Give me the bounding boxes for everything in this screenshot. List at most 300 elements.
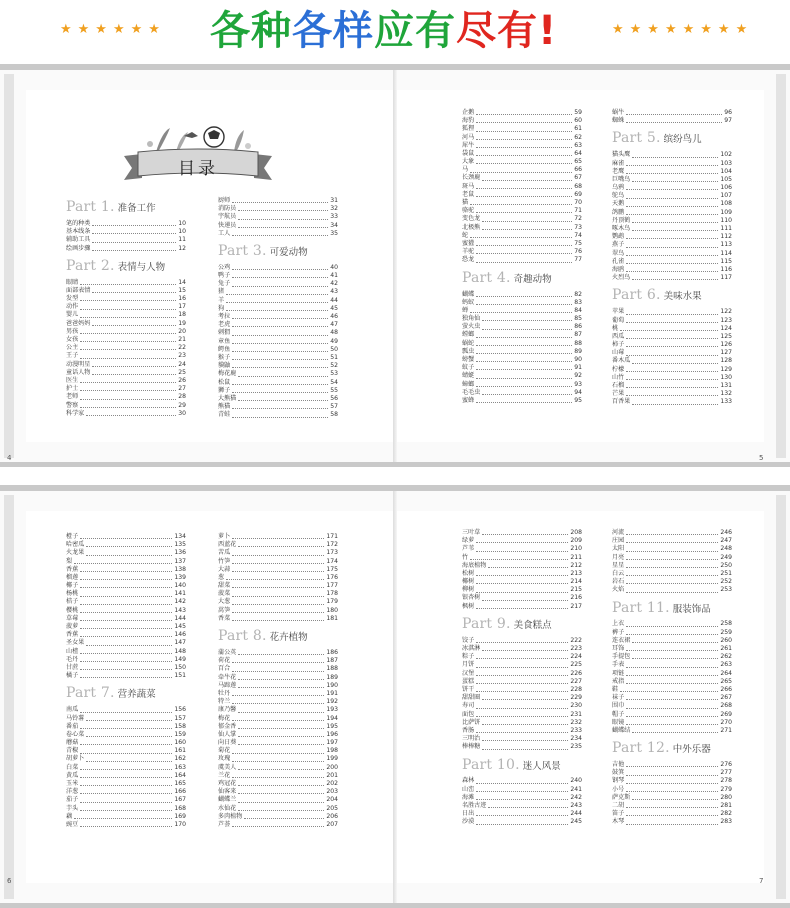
toc-entry[interactable] — [612, 702, 732, 710]
toc-entry[interactable] — [218, 541, 338, 549]
toc-entry[interactable] — [66, 731, 186, 739]
toc-entry[interactable] — [66, 821, 186, 829]
entry-page: 145 — [174, 623, 186, 631]
entry-name: 马 — [462, 166, 469, 174]
toc-entry[interactable] — [462, 340, 582, 348]
toc-entry[interactable] — [612, 333, 732, 341]
toc-entry[interactable] — [218, 379, 338, 387]
toc-entry[interactable] — [462, 727, 582, 735]
toc-entry[interactable] — [612, 562, 732, 570]
toc-entry[interactable] — [218, 657, 338, 665]
entry-page: 223 — [570, 645, 582, 653]
entry-page: 109 — [720, 208, 732, 216]
leader-dots — [626, 206, 718, 207]
toc-entry[interactable] — [66, 279, 186, 287]
toc-entry[interactable] — [612, 241, 732, 249]
toc-entry[interactable] — [218, 362, 338, 370]
entry-page: 44 — [330, 296, 338, 304]
toc-entry[interactable] — [462, 323, 582, 331]
toc-entry[interactable] — [218, 338, 338, 346]
toc-entry[interactable] — [462, 711, 582, 719]
toc-entry[interactable] — [462, 661, 582, 669]
toc-entry[interactable] — [462, 818, 582, 826]
toc-entry[interactable] — [612, 192, 732, 200]
part-heading — [612, 597, 732, 619]
toc-entry[interactable] — [218, 615, 338, 623]
toc-entry[interactable] — [612, 727, 732, 735]
toc-entry[interactable] — [612, 786, 732, 794]
toc-entry[interactable] — [462, 299, 582, 307]
toc-entry[interactable] — [66, 805, 186, 813]
toc-entry[interactable] — [612, 341, 732, 349]
toc-entry[interactable] — [462, 743, 582, 751]
toc-entry[interactable] — [612, 317, 732, 325]
toc-entry[interactable] — [612, 250, 732, 258]
toc-entry[interactable] — [612, 184, 732, 192]
toc-entry[interactable] — [66, 648, 186, 656]
toc-entry[interactable] — [66, 344, 186, 352]
toc-entry[interactable] — [218, 280, 338, 288]
toc-entry[interactable] — [66, 533, 186, 541]
toc-entry[interactable] — [218, 723, 338, 731]
toc-entry[interactable] — [66, 772, 186, 780]
toc-entry[interactable] — [66, 369, 186, 377]
toc-entry[interactable] — [462, 702, 582, 710]
toc-entry[interactable] — [612, 258, 732, 266]
leader-dots — [80, 538, 172, 539]
toc-entry[interactable] — [462, 158, 582, 166]
toc-entry[interactable] — [218, 329, 338, 337]
toc-entry[interactable] — [462, 719, 582, 727]
toc-entry[interactable] — [218, 649, 338, 657]
leader-dots — [86, 720, 172, 721]
toc-entry[interactable] — [66, 739, 186, 747]
entry-name: 荷花 — [218, 657, 231, 665]
leader-dots — [80, 300, 176, 301]
toc-entry[interactable] — [462, 735, 582, 743]
toc-entry[interactable] — [612, 209, 732, 217]
toc-entry[interactable] — [612, 670, 732, 678]
toc-entry[interactable] — [218, 805, 338, 813]
toc-entry[interactable] — [612, 151, 732, 159]
toc-entry[interactable] — [66, 813, 186, 821]
toc-entry[interactable] — [218, 289, 338, 297]
toc-entry[interactable] — [218, 599, 338, 607]
leader-dots — [232, 392, 328, 393]
entry-name: 猴子 — [218, 353, 231, 361]
part-title: 美食糕点 — [513, 619, 552, 631]
toc-entry[interactable] — [462, 109, 582, 117]
toc-entry[interactable] — [218, 549, 338, 557]
toc-entry[interactable] — [218, 788, 338, 796]
toc-entry[interactable] — [66, 723, 186, 731]
toc-entry[interactable] — [462, 794, 582, 802]
toc-entry[interactable] — [462, 232, 582, 240]
toc-entry[interactable] — [218, 566, 338, 574]
leader-dots — [626, 708, 718, 709]
toc-entry[interactable] — [66, 361, 186, 369]
toc-entry[interactable] — [612, 637, 732, 645]
toc-entry[interactable] — [612, 621, 732, 629]
entry-name: 螳螂 — [462, 331, 475, 339]
toc-entry[interactable] — [218, 297, 338, 305]
toc-entry[interactable] — [66, 566, 186, 574]
toc-entry[interactable] — [612, 217, 732, 225]
toc-entry[interactable] — [218, 715, 338, 723]
toc-entry[interactable] — [218, 574, 338, 582]
entry-page: 212 — [570, 561, 582, 569]
toc-entry[interactable] — [66, 402, 186, 410]
toc-entry[interactable] — [66, 393, 186, 401]
toc-entry[interactable] — [66, 220, 186, 228]
toc-entry[interactable] — [612, 225, 732, 233]
leader-dots — [232, 367, 328, 368]
toc-entry[interactable] — [612, 109, 732, 117]
entry-page: 228 — [570, 685, 582, 693]
leader-dots — [626, 675, 718, 676]
toc-entry[interactable] — [612, 719, 732, 727]
toc-entry[interactable] — [66, 541, 186, 549]
toc-entry[interactable] — [218, 354, 338, 362]
toc-entry[interactable] — [612, 537, 732, 545]
toc-entry[interactable] — [612, 778, 732, 786]
entry-page: 135 — [174, 541, 186, 549]
toc-entry[interactable] — [462, 686, 582, 694]
toc-entry[interactable] — [462, 356, 582, 364]
toc-entry[interactable] — [218, 796, 338, 804]
page-number: 5 — [759, 454, 764, 462]
toc-entry[interactable] — [66, 599, 186, 607]
toc-entry[interactable] — [612, 176, 732, 184]
toc-entry[interactable] — [218, 682, 338, 690]
toc-entry[interactable] — [462, 545, 582, 553]
toc-entry[interactable] — [462, 372, 582, 380]
toc-entry[interactable] — [218, 305, 338, 313]
toc-entry[interactable] — [612, 678, 732, 686]
toc-entry[interactable] — [612, 554, 732, 562]
toc-entry[interactable] — [66, 615, 186, 623]
toc-entry[interactable] — [218, 313, 338, 321]
part-heading — [66, 682, 186, 704]
toc-entry[interactable] — [462, 215, 582, 223]
toc-entry[interactable] — [462, 248, 582, 256]
toc-entry[interactable] — [218, 665, 338, 673]
toc-entry[interactable] — [612, 308, 732, 316]
toc-entry[interactable] — [66, 336, 186, 344]
entry-name: 鼓箕 — [612, 769, 625, 777]
toc-entry[interactable] — [66, 558, 186, 566]
toc-entry[interactable] — [66, 747, 186, 755]
toc-entry[interactable] — [462, 240, 582, 248]
toc-entry[interactable] — [462, 653, 582, 661]
toc-entry[interactable] — [462, 207, 582, 215]
toc-entry[interactable] — [462, 810, 582, 818]
toc-entry[interactable] — [612, 358, 732, 366]
toc-entry[interactable] — [462, 786, 582, 794]
toc-entry[interactable] — [462, 645, 582, 653]
toc-entry[interactable] — [218, 747, 338, 755]
entry-name: 老鼠 — [462, 190, 475, 198]
toc-entry[interactable] — [462, 175, 582, 183]
toc-entry[interactable] — [462, 595, 582, 603]
toc-entry[interactable] — [612, 578, 732, 586]
toc-entry[interactable] — [218, 346, 338, 354]
toc-entry[interactable] — [462, 381, 582, 389]
leader-dots — [232, 326, 328, 327]
toc-entry[interactable] — [462, 224, 582, 232]
entry-page: 214 — [570, 578, 582, 586]
toc-entry[interactable] — [462, 562, 582, 570]
toc-entry[interactable] — [612, 794, 732, 802]
entry-page: 42 — [330, 280, 338, 288]
entry-name: 老师 — [66, 393, 79, 401]
toc-entry[interactable] — [218, 387, 338, 395]
toc-entry[interactable] — [612, 366, 732, 374]
toc-entry[interactable] — [612, 769, 732, 777]
toc-entry[interactable] — [218, 607, 338, 615]
entry-page: 55 — [330, 386, 338, 394]
entry-page: 174 — [326, 557, 338, 565]
toc-entry[interactable] — [612, 390, 732, 398]
toc-entry[interactable] — [66, 639, 186, 647]
toc-entry[interactable] — [218, 213, 338, 221]
entry-page: 141 — [174, 590, 186, 598]
toc-entry[interactable] — [612, 349, 732, 357]
toc-entry[interactable] — [612, 160, 732, 168]
leader-dots — [626, 683, 718, 684]
toc-entry[interactable] — [218, 764, 338, 772]
toc-entry[interactable] — [66, 780, 186, 788]
toc-entry[interactable] — [612, 761, 732, 769]
toc-entry[interactable] — [462, 348, 582, 356]
toc-entry[interactable] — [612, 802, 732, 810]
toc-entry[interactable] — [462, 637, 582, 645]
toc-entry[interactable] — [462, 183, 582, 191]
leader-dots — [92, 374, 176, 375]
toc-entry[interactable] — [66, 287, 186, 295]
toc-entry[interactable] — [612, 266, 732, 274]
toc-entry[interactable] — [218, 403, 338, 411]
toc-entry[interactable] — [612, 818, 732, 826]
toc-entry[interactable] — [66, 796, 186, 804]
toc-entry[interactable] — [462, 578, 582, 586]
toc-entry[interactable] — [66, 656, 186, 664]
toc-entry[interactable] — [66, 245, 186, 253]
toc-entry[interactable] — [218, 590, 338, 598]
toc-entry[interactable] — [66, 672, 186, 680]
toc-entry[interactable] — [218, 321, 338, 329]
toc-entry[interactable] — [462, 554, 582, 562]
toc-entry[interactable] — [66, 549, 186, 557]
toc-entry[interactable] — [218, 780, 338, 788]
toc-entry[interactable] — [462, 529, 582, 537]
toc-entry[interactable] — [218, 197, 338, 205]
toc-entry[interactable] — [462, 537, 582, 545]
toc-entry[interactable] — [612, 168, 732, 176]
toc-entry[interactable] — [66, 788, 186, 796]
toc-entry[interactable] — [218, 690, 338, 698]
toc-entry[interactable] — [462, 134, 582, 142]
toc-entry[interactable] — [612, 711, 732, 719]
toc-entry[interactable] — [612, 325, 732, 333]
toc-entry[interactable] — [462, 291, 582, 299]
leader-dots — [232, 335, 328, 336]
toc-entry[interactable] — [462, 256, 582, 264]
toc-entry[interactable] — [612, 233, 732, 241]
toc-entry[interactable] — [612, 382, 732, 390]
leader-dots — [482, 180, 572, 181]
toc-entry[interactable] — [462, 603, 582, 611]
entry-page: 266 — [720, 685, 732, 693]
entry-name: 苹果 — [612, 308, 625, 316]
toc-entry[interactable] — [66, 312, 186, 320]
toc-entry[interactable] — [218, 582, 338, 590]
toc-entry[interactable] — [462, 125, 582, 133]
entry-page: 192 — [326, 698, 338, 706]
toc-entry[interactable] — [612, 694, 732, 702]
leader-dots — [80, 769, 172, 770]
toc-entry[interactable] — [66, 582, 186, 590]
toc-entry[interactable] — [462, 389, 582, 397]
toc-entry[interactable] — [612, 201, 732, 209]
toc-entry[interactable] — [66, 352, 186, 360]
toc-entry[interactable] — [66, 631, 186, 639]
toc-entry[interactable] — [612, 117, 732, 125]
toc-entry[interactable] — [66, 706, 186, 714]
toc-entry[interactable] — [66, 328, 186, 336]
entry-name: 火焰 — [612, 586, 625, 594]
entry-page: 50 — [330, 345, 338, 353]
toc-entry[interactable] — [462, 199, 582, 207]
toc-entry[interactable] — [66, 303, 186, 311]
toc-entry[interactable] — [612, 374, 732, 382]
toc-entry[interactable] — [66, 295, 186, 303]
toc-entry[interactable] — [612, 686, 732, 694]
toc-entry[interactable] — [612, 629, 732, 637]
toc-entry[interactable] — [462, 670, 582, 678]
toc-entry[interactable] — [66, 756, 186, 764]
entry-page: 216 — [570, 594, 582, 602]
toc-entry[interactable] — [218, 739, 338, 747]
entry-name: 星星 — [612, 561, 625, 569]
toc-entry[interactable] — [462, 397, 582, 405]
toc-entry[interactable] — [462, 364, 582, 372]
toc-entry[interactable] — [612, 398, 732, 406]
toc-entry[interactable] — [462, 570, 582, 578]
entry-name: 袋鼠 — [462, 149, 475, 157]
entry-page: 282 — [720, 810, 732, 818]
entry-page: 267 — [720, 694, 732, 702]
entry-page: 34 — [330, 221, 338, 229]
toc-entry[interactable] — [66, 607, 186, 615]
toc-entry[interactable] — [218, 411, 338, 419]
entry-name: 山峦 — [462, 785, 475, 793]
leader-dots — [238, 769, 324, 770]
toc-entry[interactable] — [462, 694, 582, 702]
toc-entry[interactable] — [462, 332, 582, 340]
toc-entry[interactable] — [218, 706, 338, 714]
toc-entry[interactable] — [218, 533, 338, 541]
entry-page: 199 — [326, 755, 338, 763]
toc-entry[interactable] — [462, 307, 582, 315]
toc-entry[interactable] — [218, 756, 338, 764]
entry-name: 鹦鹉 — [612, 233, 625, 241]
entry-page: 104 — [720, 167, 732, 175]
entry-name: 百合 — [218, 665, 231, 673]
entry-page: 225 — [570, 661, 582, 669]
toc-entry[interactable] — [462, 778, 582, 786]
toc-entry[interactable] — [66, 590, 186, 598]
toc-entry[interactable] — [218, 222, 338, 230]
toc-entry[interactable] — [462, 678, 582, 686]
toc-entry[interactable] — [218, 370, 338, 378]
toc-entry[interactable] — [612, 661, 732, 669]
entry-page: 188 — [326, 665, 338, 673]
entry-name: 小号 — [612, 785, 625, 793]
toc-entry[interactable] — [218, 731, 338, 739]
entry-name: 橘子 — [66, 672, 79, 680]
toc-entry[interactable] — [462, 150, 582, 158]
leader-dots — [232, 408, 328, 409]
entry-page: 122 — [720, 308, 732, 316]
entry-name: 向日葵 — [218, 739, 237, 747]
toc-entry[interactable] — [218, 698, 338, 706]
toc-entry[interactable] — [218, 395, 338, 403]
toc-entry[interactable] — [218, 230, 338, 238]
toc-entry[interactable] — [66, 385, 186, 393]
toc-entry[interactable] — [218, 821, 338, 829]
toc-entry[interactable] — [462, 315, 582, 323]
toc-entry[interactable] — [66, 410, 186, 418]
toc-entry[interactable] — [218, 558, 338, 566]
entry-page: 21 — [178, 336, 186, 344]
toc-entry[interactable] — [462, 586, 582, 594]
toc-entry[interactable] — [462, 802, 582, 810]
toc-entry[interactable] — [66, 664, 186, 672]
toc-entry[interactable] — [612, 653, 732, 661]
toc-entry[interactable] — [66, 715, 186, 723]
toc-entry[interactable] — [218, 272, 338, 280]
entry-page: 85 — [574, 315, 582, 323]
toc-entry[interactable] — [612, 545, 732, 553]
toc-entry[interactable] — [218, 674, 338, 682]
toc-entry[interactable] — [462, 166, 582, 174]
toc-entry[interactable] — [218, 205, 338, 213]
toc-entry[interactable] — [612, 274, 732, 282]
entry-page: 164 — [174, 771, 186, 779]
toc-entry[interactable] — [462, 117, 582, 125]
toc-entry[interactable] — [462, 142, 582, 150]
entry-name: 大蒜 — [218, 565, 231, 573]
toc-entry[interactable] — [612, 586, 732, 594]
toc-entry[interactable] — [612, 570, 732, 578]
toc-entry[interactable] — [218, 264, 338, 272]
entry-name: 椰树 — [462, 578, 475, 586]
entry-page: 181 — [326, 614, 338, 622]
toc-entry[interactable] — [218, 813, 338, 821]
toc-entry[interactable] — [66, 764, 186, 772]
toc-entry[interactable] — [218, 772, 338, 780]
toc-entry[interactable] — [612, 645, 732, 653]
toc-entry[interactable] — [66, 320, 186, 328]
toc-entry[interactable] — [66, 574, 186, 582]
toc-entry[interactable] — [612, 810, 732, 818]
toc-entry[interactable] — [462, 191, 582, 199]
toc-entry[interactable] — [66, 236, 186, 244]
toc-entry[interactable] — [66, 377, 186, 385]
toc-entry[interactable] — [66, 623, 186, 631]
toc-entry[interactable] — [612, 529, 732, 537]
